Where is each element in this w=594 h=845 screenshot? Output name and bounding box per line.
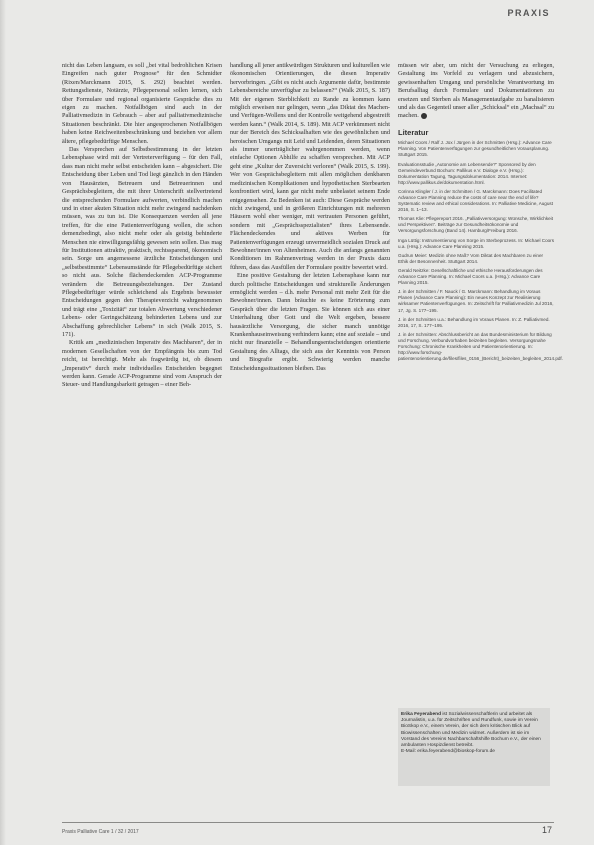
paragraph: Eine positive Gestaltung der letzten Lebensphase kann nur durch politische Entscheidungen und strukturelle Änderungen ermöglicht werden – d.h. mehr Personal mit mehr Zeit für die Bewohner/innen. Dann bräuchte es keine Erörterung zum Gespräch über die letzten Fragen. Sie können sich aus einer Unterhaltung über Gott und die Welt ergeben, bessere hausärztliche Versorgung, die sicher manch unnötige Krankenhauseinweisung verhindern kann; eine auf soziale – und nicht nur finanzielle – Behandlungsentscheidungen orientierte Gestaltung des Alltags, die sich aus der Kenntnis von Person und Biografie ergibt. Schwierig werden manche Entscheidungssituationen bleiben. Das [230, 272, 390, 372]
paragraph: handlung all jener antikwürdigen Strukturen und kulturellen wie ökonomischen Orientierungen, die diesen Imperativ hervorbringen. „Gibt es nicht auch Argumente dafür, bestimmte Lebensbereiche unverfügbar zu belassen?“ (Walk 2015, S. 187) Mit der eigenen Sterblichkeit zu Rande zu kommen kann möglich erweisen nur gelingen, wenn „das Diktat des Machen- und Verfügen-Wollens und der Kontrolle weitgehend abgestreift werden kann.“ (Walk 2014, S. 189). Mit ACP verkümmert nicht nur der Bereich des Schicksalhaften wie des gewöhnlichen und heroischen Umgangs mit Leid und Leidenden, deren Situationen als immer unerträglicher wahrgenommen werden, wenn einfache Optionen Abhilfe zu schaffen versprechen. Mit ACP geht eine „Kultur der Zuversicht verloren“ (Walk 2015, S. 199). Wer von Gesprächsbegleitern mit allen möglichen denkbaren medizinischen Komplikationen und hypothetischen Sterbearten konfrontiert wird, kann gar nicht mehr unbelastet seinem Ende entgegensehen. Zu Bedenken ist auch: Diese Gespräche werden nicht zwingend, und in größeren Einrichtungen mit mehreren Häusern wohl eher weniger, mit vertrauten Personen geführt, sondern mit „Gesprächsspezialisten“ ihres Lebensende. Flächendeckendes und aktives Werben für Patientenverfügungen erzeugt unvermeidlich sozialen Druck auf Bewohner/innen von Altenheimen. Auch die anfangs genannten Konditionen im Rahmenvertrag werden in der Praxis dazu führen, dass das Ausfüllen der Formulare positiv bewertet wird. [230, 62, 390, 271]
literature-item: J. in der Schmitten / F. Nauck / G. Marckmann: Behandlung im Voraus Planen (Advance Care Planning): Ein neues Konzept zur Realisierung wirksamer Patientenverfügungen. In: Zeitschrift für Palliativmedizin Jul 2016, 17, Jg. S. 177–195. [398, 289, 554, 313]
column-1 [62, 62, 222, 390]
scan-edge [0, 0, 6, 845]
literature-item: Gerald Neitzke: Gesellschaftliche und ethische Herausforderungen des Advance Care Planning. In: Michael Coors u.a. (Hrsg.): Advance Care Planning 2015. [398, 267, 543, 286]
column-3 [398, 62, 563, 365]
literature-item: J. in der Schmitten: Abschlussbericht an das Bundesministerium für Bildung und Forschung. Verbundvorhaben beizeiten begleiten. Versorgungsnahe Forschung: Chronische Krankheiten und Patientenorientierung. In: http://www.forschung-patientenorientierung.de/files/files_0156_(Bericht)_beizeiten_begleiten_2014.pdf. [398, 331, 563, 362]
literature-item: J. in der Schmitten u.a.: Behandlung im Voraus Planen. In: Z. Palliativmed. 2016, 17, S. 177–195. [398, 316, 550, 328]
paragraph: Das Versprechen auf Selbstbestimmung in der letzten Lebensphase wird mit der Vertreterverfügung – für den Fall, dass man nicht mehr selbst entscheiden kann – abgesichert. Die Entscheidung über Leben und Tod liegt gänzlich in den Händen von Hausärzten, Betreuern und Betreuerinnen und Gesprächsbegleitern, die mit ihrer Unterschrift stellvertretend die entsprechenden Formulare aufwerten, verbindlich machen und in einer akuten Situation nicht mehr zwingend nachdenken müssen, was zu tun ist. Die Konsequenzen werden all jene treffen, für die eine Patientenverfügung wollen, die schon demenzbedingt, also nicht mehr oder als geistig behinderte Menschen nie einwilligungsfähig gewesen sein sollen. Das mag für Institutionen attraktiv, praktisch, rechtssparend, ökonomisch sein. Sorge um angemessene ärztliche Entscheidungen und „selbstbestimmte“ Lebensumstände für Pflegebedürftige sichert so nicht aus. Solche flächendeckenden ACP-Programme verändern die Betreuungsbeziehungen. Der Zustand Pflegebedürftiger würde schleichend als Ergebnis bewusster Entscheidungen gegen den Therapieverzicht wahrgenommen und trägt eine „Toxizität“ zur totalen Abwertung verschiedener Lebens- oder Geringschätzung behinderten Lebens und zur Abschaffung gebrechlicher Lebens“ in sich (Walk 2015, S. 171). [62, 146, 222, 338]
author-bio-text: ist Sozialwissenschaftlerin und arbeitet als Journalistin, u.a. für Zeitschriften und Rundfunk, sowie im Verein BioSkop e.V., einem Verein, der sich dem kritischen Blick auf Biowissenschaften und Medizin widmet. Außerdem ist sie im Vorstand des Vereins Nachbarschaftshilfe Bochum e.V., der einen ambulanten Hospizdienst betreibt. [401, 712, 541, 749]
end-of-article-icon [421, 113, 427, 119]
literature-item: Thomas Klie: Pflegereport 2016. „Palliativversorgung: Wünsche, Wirklichkeit und Perspektiven“. Beiträge zur Gesundheitsökonomie und Versorgungsforschung (Band 14). Hamburg/Freiburg 2016. [398, 216, 553, 234]
article-ending [398, 62, 554, 121]
paragraph: Kritik am „medizinischen Imperativ des Machbaren“, der in modernen Gesellschaften von der Empfängnis bis zum Tod reicht, ist berechtigt. Mehr als fragwürdig ist, ob diesem „Imperativ“ durch mehr individuelles Entscheiden begegnet werden kann. Gerade ACP-Programme sind vom Anspruch der Steuer- und Handlungsbarkeit getragen – einer Beh- [62, 339, 222, 389]
author-name: Erika Feyerabend [401, 712, 441, 717]
literature-list [398, 140, 563, 362]
literature-item: Corinna Klingler / J. in der Schmitten / G. Marckmann: Does Facilitated Advance Care Planning reduce the costs of care near the end of life? Systematic review and ethical considerations. In: Palliative Medicine, August 2016, S. 1–13. [398, 188, 553, 213]
section-label: PRAXIS [507, 8, 550, 18]
author-bio-box [398, 708, 550, 786]
page-number: 17 [541, 825, 552, 835]
author-email[interactable]: E-Mail: erika.feyerabend@bioskop-forum.de [401, 749, 495, 755]
literature-title: Literatur [398, 127, 429, 137]
paragraph: nicht das Leben langsam, es soll „bei vital bedrohlichen Krisen Eingreifen nach guter Prognose“ für den Schmidter (Rixen/Marckmann 2015, S. 292) beachtet werden. Rettungsdienste, Notärzte, Pflegepersonal sollen lernen, sich über Formulare und regional organisierte Gespräche dies zu eigen zu machen. Notfallbögen sind auch in der Palliativmedizin in Gebrauch – aber auf palliativmedizinische Situationen beschränkt. Die hier angesprochenen Notfallbögen haben keine Reichweitenbeschränkung und beziehen vor allem ältere, pflegebedürftige Menschen. [62, 62, 222, 145]
footer-divider [62, 822, 554, 823]
paragraph: müssen wir aber, um nicht der Versuchung zu erliegen, Gestaltung ins Vorfeld zu verlagern und abzusichern, gewissenhaften Umgang und persönliche Verantwortung im Berufsalltag durch Formulare und Dokumentationen zu ersetzen und Sterben als Managementaufgabe zu banalisieren und als das Gegenteil unser aller „Schicksal“ ein „Machsal“ zu machen. [398, 62, 554, 120]
literature-item: Gudrun Meier: Medizin ohne Maß? Vom Diktat des Machbaren zu einer Ethik der Besonnenheit. Stuttgart 2014. [398, 252, 544, 264]
literature-item: Inga Lüttig: Instrumentierung von Sorge im Sterbeprozess. In: Michael Coors u.a. (Hrsg.): Advance Care Planning 2015. [398, 237, 555, 249]
column-2 [230, 62, 390, 373]
literature-item: Evaluationsstudie „Autonomie am Lebensende?“ Sponsored by den Gemeindeverbund Bochum: Pallikus e.V. Dialoge e.V. (Hrsg.): Dokumentation Tagung, Tagungsdokumentation: 2014. Internet: http://www.pallikus.de/dokumentation.html. [398, 161, 536, 185]
literature-item: Michael Coors / Ralf J. Jox / Jürgen in der Schmitten (Hrsg.): Advance Care Planning. Von Patientenverfügungen zur gesundheitlichen Vorausplanung. Stuttgart 2015. [398, 140, 552, 158]
footer-publication: Praxis Palliative Care 1 / 32 / 2017 [62, 829, 139, 835]
